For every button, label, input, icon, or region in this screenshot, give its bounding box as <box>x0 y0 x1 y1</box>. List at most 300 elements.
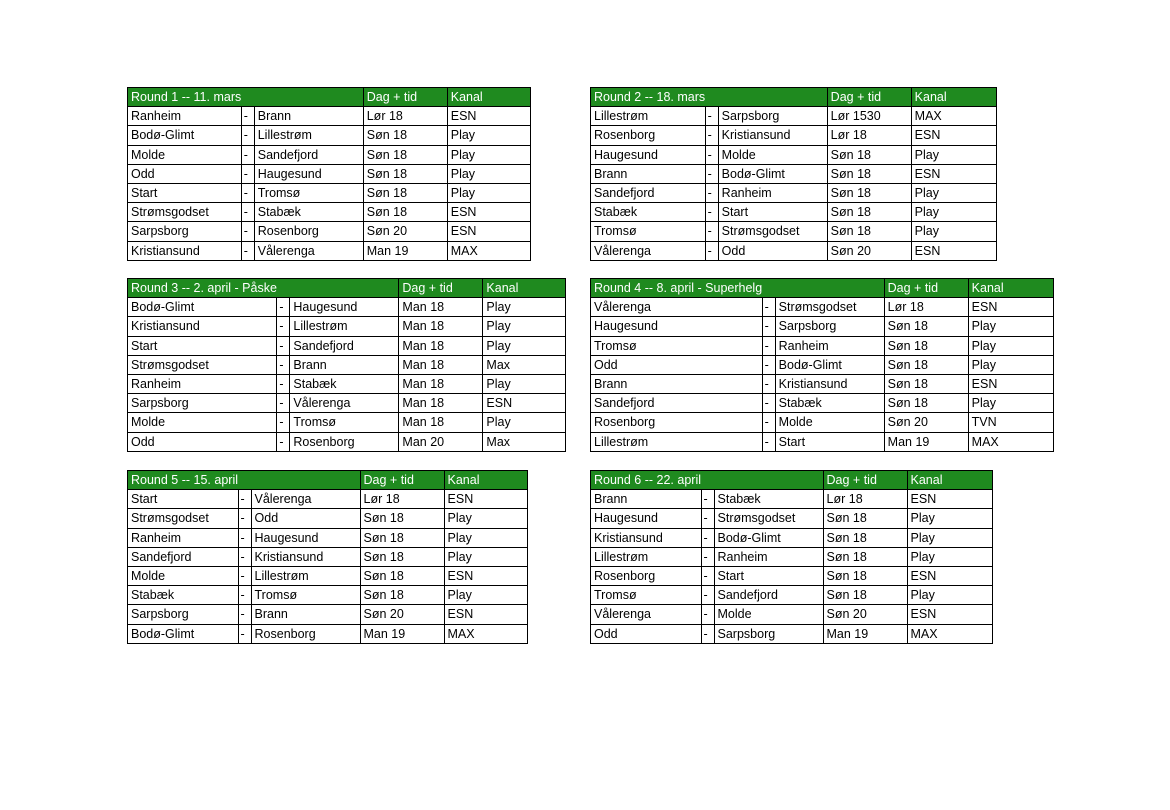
time-header: Dag + tid <box>360 471 444 490</box>
match-row <box>591 432 1054 451</box>
home-team: Brann <box>591 164 706 183</box>
match-row <box>128 509 528 528</box>
home-team: Bodø-Glimt <box>128 624 239 643</box>
away-team: Start <box>714 566 823 585</box>
match-channel: ESN <box>907 490 992 509</box>
match-separator: - <box>762 374 775 393</box>
match-channel: Play <box>483 413 566 432</box>
match-row <box>591 336 1054 355</box>
match-channel: Play <box>907 528 992 547</box>
match-row <box>128 126 531 145</box>
match-channel: Play <box>968 336 1053 355</box>
match-channel: ESN <box>483 394 566 413</box>
match-time: Søn 18 <box>360 528 444 547</box>
home-team: Bodø-Glimt <box>128 126 242 145</box>
time-header: Dag + tid <box>399 279 483 298</box>
match-row <box>591 203 997 222</box>
match-channel: Play <box>444 547 527 566</box>
match-separator: - <box>277 298 290 317</box>
match-time: Søn 18 <box>823 547 907 566</box>
match-separator: - <box>701 509 714 528</box>
match-separator: - <box>701 586 714 605</box>
match-time: Søn 18 <box>363 203 447 222</box>
match-row <box>591 374 1054 393</box>
match-row <box>591 317 1054 336</box>
round-header-row <box>128 88 531 107</box>
home-team: Rosenborg <box>591 413 763 432</box>
match-separator: - <box>241 145 254 164</box>
match-channel: Play <box>968 355 1053 374</box>
match-separator: - <box>762 413 775 432</box>
match-row <box>128 164 531 183</box>
home-team: Tromsø <box>591 586 702 605</box>
round-title: Round 4 -- 8. april - Superhelg <box>591 279 763 298</box>
match-row <box>128 490 528 509</box>
match-row <box>128 145 531 164</box>
home-team: Start <box>128 336 277 355</box>
home-team: Lillestrøm <box>591 547 702 566</box>
match-separator: - <box>241 107 254 126</box>
away-team: Vålerenga <box>290 394 399 413</box>
header-spacer <box>290 279 399 298</box>
round-header-row <box>591 88 997 107</box>
match-time: Søn 20 <box>884 413 968 432</box>
away-team: Molde <box>718 145 827 164</box>
home-team: Odd <box>591 355 763 374</box>
match-channel: Play <box>911 145 996 164</box>
match-channel: MAX <box>444 624 527 643</box>
match-row <box>128 222 531 241</box>
match-separator: - <box>277 317 290 336</box>
match-row <box>591 107 997 126</box>
away-team: Ranheim <box>775 336 884 355</box>
home-team: Start <box>128 183 242 202</box>
match-time: Lør 1530 <box>827 107 911 126</box>
match-time: Søn 18 <box>363 145 447 164</box>
header-spacer <box>254 88 363 107</box>
away-team: Molde <box>714 605 823 624</box>
match-separator: - <box>762 336 775 355</box>
match-separator: - <box>241 126 254 145</box>
match-separator: - <box>238 566 251 585</box>
home-team: Molde <box>128 145 242 164</box>
match-row <box>128 317 566 336</box>
away-team: Strømsgodset <box>714 509 823 528</box>
match-row <box>591 605 993 624</box>
home-team: Haugesund <box>591 145 706 164</box>
time-header: Dag + tid <box>823 471 907 490</box>
match-separator: - <box>241 241 254 260</box>
home-team: Sandefjord <box>591 394 763 413</box>
home-team: Ranheim <box>128 374 277 393</box>
match-time: Søn 18 <box>360 586 444 605</box>
header-spacer <box>277 279 290 298</box>
match-separator: - <box>701 528 714 547</box>
match-row <box>128 413 566 432</box>
match-separator: - <box>277 374 290 393</box>
match-row <box>591 528 993 547</box>
match-separator: - <box>705 107 718 126</box>
away-team: Sarpsborg <box>718 107 827 126</box>
away-team: Bodø-Glimt <box>714 528 823 547</box>
away-team: Sarpsborg <box>714 624 823 643</box>
match-row <box>128 355 566 374</box>
home-team: Brann <box>591 490 702 509</box>
match-row <box>128 374 566 393</box>
home-team: Rosenborg <box>591 126 706 145</box>
match-time: Man 18 <box>399 317 483 336</box>
match-separator: - <box>762 355 775 374</box>
match-row <box>128 547 528 566</box>
round-2-table <box>590 87 997 261</box>
away-team: Stabæk <box>714 490 823 509</box>
away-team: Strømsgodset <box>775 298 884 317</box>
round-6-table <box>590 470 993 644</box>
match-row <box>591 547 993 566</box>
match-time: Lør 18 <box>363 107 447 126</box>
match-time: Søn 18 <box>823 566 907 585</box>
match-separator: - <box>701 547 714 566</box>
away-team: Tromsø <box>254 183 363 202</box>
match-channel: MAX <box>907 624 992 643</box>
away-team: Kristiansund <box>251 547 360 566</box>
match-time: Søn 18 <box>827 145 911 164</box>
match-channel: MAX <box>447 241 530 260</box>
away-team: Stabæk <box>254 203 363 222</box>
match-row <box>128 203 531 222</box>
match-time: Man 19 <box>363 241 447 260</box>
round-header-row <box>128 279 566 298</box>
time-header: Dag + tid <box>827 88 911 107</box>
match-separator: - <box>238 605 251 624</box>
match-separator: - <box>238 509 251 528</box>
match-channel: ESN <box>447 222 530 241</box>
round-title: Round 5 -- 15. april <box>128 471 239 490</box>
match-separator: - <box>277 355 290 374</box>
match-row <box>591 183 997 202</box>
header-spacer <box>705 88 718 107</box>
match-channel: Max <box>483 355 566 374</box>
match-row <box>591 164 997 183</box>
away-team: Tromsø <box>290 413 399 432</box>
match-separator: - <box>762 317 775 336</box>
match-separator: - <box>241 164 254 183</box>
round-header-row <box>591 471 993 490</box>
match-time: Man 18 <box>399 394 483 413</box>
away-team: Brann <box>254 107 363 126</box>
away-team: Lillestrøm <box>290 317 399 336</box>
match-channel: Play <box>483 336 566 355</box>
home-team: Vålerenga <box>591 298 763 317</box>
away-team: Rosenborg <box>290 432 399 451</box>
away-team: Sarpsborg <box>775 317 884 336</box>
header-spacer <box>241 88 254 107</box>
match-channel: ESN <box>907 605 992 624</box>
header-spacer <box>714 471 823 490</box>
match-time: Man 20 <box>399 432 483 451</box>
match-channel: ESN <box>444 566 527 585</box>
away-team: Start <box>775 432 884 451</box>
home-team: Stabæk <box>128 586 239 605</box>
channel-header: Kanal <box>968 279 1053 298</box>
match-time: Søn 18 <box>827 203 911 222</box>
match-separator: - <box>701 566 714 585</box>
home-team: Haugesund <box>591 509 702 528</box>
match-row <box>591 355 1054 374</box>
round-header-row <box>128 471 528 490</box>
match-row <box>128 298 566 317</box>
away-team: Stabæk <box>290 374 399 393</box>
round-5-table <box>127 470 528 644</box>
match-separator: - <box>241 222 254 241</box>
away-team: Rosenborg <box>251 624 360 643</box>
match-channel: ESN <box>968 298 1053 317</box>
away-team: Rosenborg <box>254 222 363 241</box>
match-time: Søn 18 <box>884 374 968 393</box>
home-team: Odd <box>591 624 702 643</box>
home-team: Sandefjord <box>591 183 706 202</box>
home-team: Lillestrøm <box>591 432 763 451</box>
match-row <box>128 241 531 260</box>
match-separator: - <box>277 413 290 432</box>
away-team: Sandefjord <box>254 145 363 164</box>
away-team: Sandefjord <box>290 336 399 355</box>
match-channel: Play <box>447 126 530 145</box>
match-time: Man 19 <box>884 432 968 451</box>
header-spacer <box>775 279 884 298</box>
away-team: Bodø-Glimt <box>718 164 827 183</box>
home-team: Sandefjord <box>128 547 239 566</box>
header-spacer <box>718 88 827 107</box>
match-time: Søn 18 <box>884 394 968 413</box>
match-time: Man 19 <box>823 624 907 643</box>
match-separator: - <box>277 432 290 451</box>
match-time: Søn 18 <box>363 183 447 202</box>
home-team: Strømsgodset <box>128 509 239 528</box>
match-row <box>128 336 566 355</box>
match-time: Søn 18 <box>884 317 968 336</box>
away-team: Strømsgodset <box>718 222 827 241</box>
match-time: Søn 20 <box>360 605 444 624</box>
match-channel: Play <box>444 586 527 605</box>
channel-header: Kanal <box>444 471 527 490</box>
match-channel: Play <box>911 203 996 222</box>
match-channel: Play <box>447 164 530 183</box>
away-team: Lillestrøm <box>251 566 360 585</box>
channel-header: Kanal <box>911 88 996 107</box>
home-team: Haugesund <box>591 317 763 336</box>
match-row <box>128 394 566 413</box>
header-spacer <box>238 471 251 490</box>
match-separator: - <box>705 203 718 222</box>
home-team: Kristiansund <box>128 241 242 260</box>
match-separator: - <box>238 490 251 509</box>
home-team: Sarpsborg <box>128 222 242 241</box>
away-team: Brann <box>251 605 360 624</box>
home-team: Odd <box>128 164 242 183</box>
match-row <box>591 394 1054 413</box>
round-title: Round 6 -- 22. april <box>591 471 702 490</box>
match-time: Søn 18 <box>827 183 911 202</box>
away-team: Bodø-Glimt <box>775 355 884 374</box>
match-row <box>591 566 993 585</box>
match-time: Man 18 <box>399 298 483 317</box>
home-team: Ranheim <box>128 528 239 547</box>
match-time: Søn 18 <box>363 126 447 145</box>
match-channel: ESN <box>444 490 527 509</box>
home-team: Brann <box>591 374 763 393</box>
match-row <box>128 605 528 624</box>
match-channel: Play <box>483 374 566 393</box>
match-row <box>128 624 528 643</box>
match-separator: - <box>762 298 775 317</box>
match-time: Søn 18 <box>360 547 444 566</box>
match-separator: - <box>238 586 251 605</box>
header-spacer <box>762 279 775 298</box>
match-channel: Play <box>483 317 566 336</box>
header-spacer <box>701 471 714 490</box>
match-separator: - <box>701 605 714 624</box>
match-row <box>591 241 997 260</box>
home-team: Vålerenga <box>591 241 706 260</box>
match-separator: - <box>701 490 714 509</box>
away-team: Lillestrøm <box>254 126 363 145</box>
match-channel: ESN <box>447 107 530 126</box>
match-time: Søn 18 <box>884 355 968 374</box>
home-team: Sarpsborg <box>128 605 239 624</box>
channel-header: Kanal <box>447 88 530 107</box>
match-row <box>591 624 993 643</box>
match-time: Søn 20 <box>827 241 911 260</box>
match-row <box>128 183 531 202</box>
away-team: Molde <box>775 413 884 432</box>
home-team: Ranheim <box>128 107 242 126</box>
time-header: Dag + tid <box>363 88 447 107</box>
header-spacer <box>251 471 360 490</box>
round-title: Round 1 -- 11. mars <box>128 88 242 107</box>
match-channel: ESN <box>968 374 1053 393</box>
match-separator: - <box>241 203 254 222</box>
match-time: Lør 18 <box>360 490 444 509</box>
away-team: Brann <box>290 355 399 374</box>
match-channel: ESN <box>907 566 992 585</box>
match-channel: ESN <box>911 241 996 260</box>
home-team: Rosenborg <box>591 566 702 585</box>
match-channel: Max <box>483 432 566 451</box>
match-separator: - <box>241 183 254 202</box>
away-team: Stabæk <box>775 394 884 413</box>
match-row <box>591 413 1054 432</box>
away-team: Kristiansund <box>718 126 827 145</box>
match-channel: Play <box>968 394 1053 413</box>
away-team: Ranheim <box>714 547 823 566</box>
match-time: Søn 18 <box>360 509 444 528</box>
home-team: Sarpsborg <box>128 394 277 413</box>
home-team: Vålerenga <box>591 605 702 624</box>
home-team: Kristiansund <box>591 528 702 547</box>
round-3-table <box>127 278 566 452</box>
home-team: Tromsø <box>591 222 706 241</box>
home-team: Lillestrøm <box>591 107 706 126</box>
match-time: Man 19 <box>360 624 444 643</box>
round-1-table <box>127 87 531 261</box>
match-separator: - <box>238 547 251 566</box>
match-channel: Play <box>911 183 996 202</box>
match-time: Søn 18 <box>823 586 907 605</box>
away-team: Ranheim <box>718 183 827 202</box>
home-team: Molde <box>128 566 239 585</box>
match-row <box>591 222 997 241</box>
away-team: Vålerenga <box>251 490 360 509</box>
home-team: Stabæk <box>591 203 706 222</box>
match-time: Søn 18 <box>884 336 968 355</box>
match-time: Man 18 <box>399 413 483 432</box>
home-team: Tromsø <box>591 336 763 355</box>
match-row <box>591 126 997 145</box>
home-team: Start <box>128 490 239 509</box>
home-team: Bodø-Glimt <box>128 298 277 317</box>
match-channel: TVN <box>968 413 1053 432</box>
match-time: Lør 18 <box>827 126 911 145</box>
away-team: Sandefjord <box>714 586 823 605</box>
round-title: Round 3 -- 2. april - Påske <box>128 279 277 298</box>
match-channel: MAX <box>911 107 996 126</box>
away-team: Vålerenga <box>254 241 363 260</box>
match-row <box>128 586 528 605</box>
away-team: Odd <box>718 241 827 260</box>
match-time: Lør 18 <box>884 298 968 317</box>
match-channel: MAX <box>968 432 1053 451</box>
home-team: Strømsgodset <box>128 355 277 374</box>
match-separator: - <box>705 222 718 241</box>
time-header: Dag + tid <box>884 279 968 298</box>
match-time: Man 18 <box>399 355 483 374</box>
match-time: Man 18 <box>399 374 483 393</box>
match-row <box>591 298 1054 317</box>
away-team: Start <box>718 203 827 222</box>
away-team: Tromsø <box>251 586 360 605</box>
match-separator: - <box>705 126 718 145</box>
home-team: Odd <box>128 432 277 451</box>
channel-header: Kanal <box>907 471 992 490</box>
away-team: Haugesund <box>254 164 363 183</box>
channel-header: Kanal <box>483 279 566 298</box>
match-time: Søn 18 <box>823 509 907 528</box>
match-channel: Play <box>447 183 530 202</box>
match-time: Lør 18 <box>823 490 907 509</box>
match-channel: ESN <box>911 126 996 145</box>
round-4-table <box>590 278 1054 452</box>
match-channel: ESN <box>444 605 527 624</box>
match-time: Søn 20 <box>363 222 447 241</box>
match-channel: Play <box>483 298 566 317</box>
match-time: Søn 18 <box>823 528 907 547</box>
match-separator: - <box>277 336 290 355</box>
home-team: Kristiansund <box>128 317 277 336</box>
match-channel: ESN <box>911 164 996 183</box>
match-channel: Play <box>968 317 1053 336</box>
match-channel: Play <box>907 509 992 528</box>
match-separator: - <box>238 624 251 643</box>
match-channel: Play <box>907 586 992 605</box>
match-separator: - <box>701 624 714 643</box>
match-separator: - <box>762 432 775 451</box>
away-team: Odd <box>251 509 360 528</box>
match-separator: - <box>762 394 775 413</box>
match-channel: Play <box>447 145 530 164</box>
match-row <box>591 586 993 605</box>
home-team: Strømsgodset <box>128 203 242 222</box>
